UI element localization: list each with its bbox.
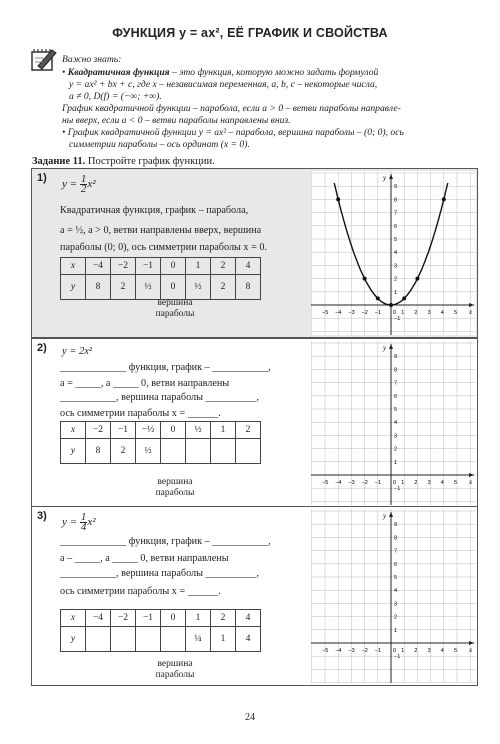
y-axis-label: y [383,344,387,352]
note-line-2: y = ax² + bx + c, где x – независимая переменная, a, b, c – некоторые числа, [69,79,378,90]
table-cell: 0 [161,610,186,627]
table-cell: 0 [161,258,186,275]
x-tick-label: 1 [401,310,405,316]
y-tick-label: 4 [394,420,398,427]
table-cell: 2 [111,275,136,300]
y-tick-label: 8 [394,197,398,204]
parabola-point [389,303,393,307]
exercise-panel-2 [31,338,478,508]
y-tick-label: 6 [394,393,398,400]
table-cell: −2 [111,258,136,275]
x-tick-label: 1 [401,648,405,654]
table-cell [211,439,236,464]
table-cell [86,627,111,652]
x-tick-label: −3 [348,648,355,654]
note-bullet-2: • График квадратичной функции y = ax² – парабола, вершина параболы – (0; 0), ось [62,127,404,138]
x-tick-label: −3 [348,480,355,486]
note-bullet2-text: График квадратичной функции y = ax² – парабола, вершина параболы – (0; 0), ось [67,127,404,138]
y-tick-label: 7 [394,548,398,555]
table-cell: y [61,627,86,652]
panel-line-1: _____________ функция, график – ___________, [60,362,271,373]
panel-line-3: ___________, вершина параболы __________, [60,568,259,579]
y-tick-label: 5 [394,407,398,413]
panel-line-3: параболы (0; 0), ось симметрии параболы x = 0. [60,242,268,253]
x-tick-label: −4 [335,648,342,654]
table-cell: −1 [136,610,161,627]
formula: y = 2x² [62,346,93,357]
parabola-point [336,197,340,201]
table-cell [161,627,186,652]
note-line-4: График квадратичной функции – парабола, если a > 0 – ветви параболы направле- [62,103,401,114]
panel-line-2: a = ½, a > 0, ветви направлены вверх, вершина [60,225,262,236]
parabola-point [415,277,419,281]
caption-line-1: вершина [157,298,193,308]
caption-line-2: параболы [155,670,195,680]
table-cell: y [61,439,86,464]
note-line-7: симметрии параболы – ось ординат (x = 0). [69,139,250,150]
table-cell [161,439,186,464]
x-tick-label: 3 [427,480,431,486]
x-tick-label: 5 [454,648,458,654]
y-tick-label: 8 [394,367,398,374]
caption-line-1: вершина [157,659,193,669]
table-row-x [61,610,261,627]
x-tick-label: 5 [454,310,458,316]
y-tick-label: 1 [394,627,398,634]
table-cell: −½ [136,422,161,439]
coordinate-grid [311,341,476,505]
table-cell: 8 [236,275,261,300]
y-tick-label: 7 [394,380,398,387]
y-tick-label: 5 [394,237,398,243]
y-tick-label: 7 [394,210,398,217]
formula: y = $\frac{1}{2}$ x² [62,173,96,195]
values-table [60,421,261,464]
y-axis-label: y [383,512,387,520]
x-axis-label: x [469,646,473,654]
x-tick-label: −5 [322,648,329,654]
parabola-point [376,296,380,300]
coordinate-grid [311,509,476,683]
table-cell: −1 [111,422,136,439]
x-tick-label: −2 [361,648,368,654]
x-tick-label: 4 [440,648,444,654]
table-row-x [61,422,261,439]
table-row-y [61,275,261,300]
x-tick-label: 0 [393,480,397,486]
x-tick-label: −4 [335,310,342,316]
task-text: Постройте график функции. [85,156,215,167]
table-cell: 2 [236,422,261,439]
note-line-3: a ≠ 0, D(f) = (−∞; +∞). [69,91,162,102]
values-table [60,257,261,300]
table-cell: 1 [211,627,236,652]
x-tick-label: −3 [348,310,355,316]
panel-line-4: ось симметрии параболы x = ______. [60,586,221,597]
table-cell [186,439,211,464]
x-tick-label: −4 [335,480,342,486]
task-label: Задание 11. [32,156,86,167]
x-tick-label: −1 [374,648,382,654]
table-cell: 0 [161,422,186,439]
table-row-y [61,439,261,464]
table-cell [136,627,161,652]
panel-line-1: _____________ функция, график – ___________, [60,536,271,547]
table-cell: 1 [211,422,236,439]
y-tick-label: 2 [394,446,398,453]
y-tick-label: −1 [394,654,401,661]
y-tick-label: 2 [394,276,398,283]
x-tick-label: −5 [322,480,329,486]
x-tick-label: −2 [361,480,368,486]
y-tick-label: 9 [394,354,398,361]
y-tick-label: 9 [394,522,398,529]
y-tick-label: −1 [394,486,401,493]
y-tick-label: 3 [394,263,398,270]
caption-line-2: параболы [155,309,195,319]
parabola-point [402,296,406,300]
x-tick-label: 2 [414,648,418,654]
panel-line-2: a – _____, a _____ 0, ветви направлены [60,553,229,564]
table-cell: 2 [211,258,236,275]
note-heading: Важно знать: [62,54,122,65]
table-cell: 4 [236,627,261,652]
table-cell: 4 [236,258,261,275]
x-tick-label: 4 [440,310,444,316]
table-cell: 2 [111,439,136,464]
table-cell: 1 [186,258,211,275]
table-cell: 1 [186,610,211,627]
x-axis-label: x [469,308,473,316]
caption-line-2: параболы [155,488,195,498]
y-tick-label: 6 [394,561,398,568]
y-tick-label: 4 [394,250,398,257]
table-cell: 2 [211,610,236,627]
x-tick-label: −5 [322,310,329,316]
page-number: 24 [245,712,255,723]
table-cell: x [61,422,86,439]
table-cell: y [61,275,86,300]
x-tick-label: −1 [374,480,382,486]
task-heading [32,156,215,167]
table-row-y [61,627,261,652]
values-table [60,609,261,652]
table-cell: 8 [86,439,111,464]
x-tick-label: 0 [393,310,397,316]
x-axis-label: x [469,478,473,486]
table-cell: −4 [86,610,111,627]
table-cell: 4 [236,610,261,627]
y-tick-label: 1 [394,459,398,466]
table-cell: −2 [86,422,111,439]
note-term: Квадратичная функция [67,67,170,78]
panel-line-1: Квадратичная функция, график – парабола, [60,205,249,216]
y-tick-label: 6 [394,223,398,230]
table-cell: ½ [186,422,211,439]
table-cell [236,439,261,464]
y-tick-label: 2 [394,614,398,621]
x-tick-label: 1 [401,480,405,486]
panel-line-4: ось симметрии параболы x = ______. [60,408,221,419]
table-cell: −4 [86,258,111,275]
table-cell: x [61,610,86,627]
y-tick-label: 1 [394,289,398,296]
table-cell: ¼ [186,627,211,652]
y-tick-label: −1 [394,316,401,323]
y-tick-label: 4 [394,588,398,595]
exercise-panel-1 [31,168,478,338]
table-row-x [61,258,261,275]
table-cell: ½ [136,275,161,300]
vertex-caption [140,298,210,320]
formula: y = $\frac{1}{4}$ x² [62,511,96,533]
x-tick-label: 2 [414,480,418,486]
table-cell [111,627,136,652]
table-cell: x [61,258,86,275]
table-cell: 2 [211,275,236,300]
panel-line-2: a = _____, a _____ 0, ветви направлены [60,378,230,389]
table-cell: −1 [136,258,161,275]
table-cell: ½ [136,439,161,464]
y-axis-label: y [383,174,387,182]
page-title: ФУНКЦИЯ y = ax², ЕЁ ГРАФИК И СВОЙСТВА [112,26,388,40]
x-tick-label: −2 [361,310,368,316]
x-tick-label: −1 [374,310,382,316]
x-tick-label: 3 [427,648,431,654]
x-tick-label: 5 [454,480,458,486]
panel-number: 1) [37,172,47,184]
x-tick-label: 4 [440,480,444,486]
x-tick-label: 3 [427,310,431,316]
panel-number: 3) [37,510,47,522]
y-tick-label: 5 [394,575,398,581]
exercise-panel-3 [31,506,478,686]
table-cell: −2 [111,610,136,627]
panel-number: 2) [37,342,47,354]
y-tick-label: 3 [394,601,398,608]
vertex-caption [140,477,210,499]
notebook-pencil-icon [30,46,58,74]
x-tick-label: 2 [414,310,418,316]
coordinate-grid [311,171,476,335]
table-cell: 0 [161,275,186,300]
table-cell: 8 [86,275,111,300]
vertex-caption [140,659,210,681]
caption-line-1: вершина [157,477,193,487]
y-tick-label: 9 [394,184,398,191]
note-bullet-1: • Квадратичная функция – это функция, которую можно задать формулой [62,67,379,78]
parabola-point [363,277,367,281]
y-tick-label: 3 [394,433,398,440]
parabola-point [442,197,446,201]
note-bullet1-text: – это функция, которую можно задать формулой [169,67,379,78]
x-tick-label: 0 [393,648,397,654]
y-tick-label: 8 [394,535,398,542]
table-cell: ½ [186,275,211,300]
note-line-5: ны вверх, если a < 0 – ветви параболы направлены вниз. [62,115,291,126]
panel-line-3: ___________, вершина параболы __________, [60,392,259,403]
